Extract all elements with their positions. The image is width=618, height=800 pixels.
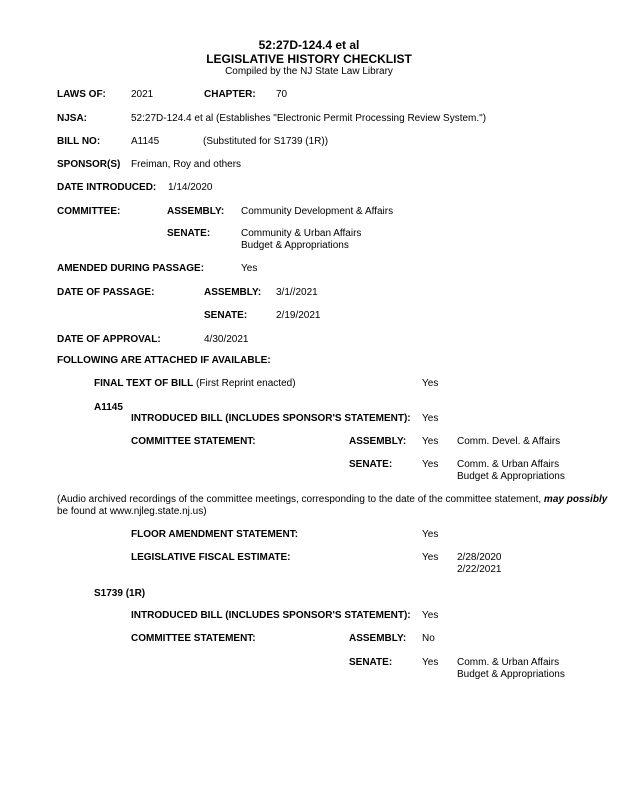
a1145-senate-value: Yes bbox=[422, 459, 439, 470]
njsa-value: 52:27D-124.4 et al (Establishes "Electronic Permit Processing Review System.") bbox=[131, 113, 487, 124]
fiscal-date-1: 2/28/2020 bbox=[457, 552, 502, 563]
amended-value: Yes bbox=[241, 263, 258, 274]
a1145-assembly-value: Yes bbox=[422, 436, 439, 447]
committee-senate-value-1: Community & Urban Affairs bbox=[241, 228, 362, 239]
a1145-assembly-detail: Comm. Devel. & Affairs bbox=[457, 436, 561, 447]
chapter-value: 70 bbox=[276, 89, 288, 100]
passage-senate-value: 2/19/2021 bbox=[276, 310, 321, 321]
audio-note-line-2: be found at www.njleg.state.nj.us) bbox=[57, 506, 207, 517]
sponsor-value: Freiman, Roy and others bbox=[131, 159, 242, 170]
fiscal-date-2: 2/22/2021 bbox=[457, 564, 502, 575]
s1739-assembly-value: No bbox=[422, 633, 435, 644]
s1739-introduced-value: Yes bbox=[422, 610, 439, 621]
amended-label: AMENDED DURING PASSAGE: bbox=[57, 263, 205, 274]
s1739-senate-value: Yes bbox=[422, 657, 439, 668]
committee-label: COMMITTEE: bbox=[57, 206, 121, 217]
date-of-approval-value: 4/30/2021 bbox=[204, 334, 249, 345]
a1145-senate-detail-2: Budget & Appropriations bbox=[457, 471, 565, 482]
final-text-label: FINAL TEXT OF BILL bbox=[94, 378, 194, 389]
committee-assembly-value: Community Development & Affairs bbox=[241, 206, 394, 217]
s1739-committee-label: COMMITTEE STATEMENT: bbox=[131, 633, 256, 644]
a1145-introduced-value: Yes bbox=[422, 413, 439, 424]
citation-heading: 52:27D-124.4 et al bbox=[258, 38, 360, 52]
floor-amendment-value: Yes bbox=[422, 529, 439, 540]
page-title: LEGISLATIVE HISTORY CHECKLIST bbox=[206, 52, 412, 66]
a1145-introduced-label: INTRODUCED BILL (INCLUDES SPONSOR'S STATEMENT): bbox=[131, 413, 411, 424]
floor-amendment-label: FLOOR AMENDMENT STATEMENT: bbox=[131, 529, 299, 540]
s1739-senate-detail-2: Budget & Appropriations bbox=[457, 669, 565, 680]
a1145-heading: A1145 bbox=[94, 402, 123, 413]
s1739-senate-detail-1: Comm. & Urban Affairs bbox=[457, 657, 560, 668]
committee-senate-value-2: Budget & Appropriations bbox=[241, 240, 349, 251]
s1739-introduced-label: INTRODUCED BILL (INCLUDES SPONSOR'S STATEMENT): bbox=[131, 610, 411, 621]
a1145-committee-label: COMMITTEE STATEMENT: bbox=[131, 436, 256, 447]
laws-of-value: 2021 bbox=[131, 89, 154, 100]
bill-no-label: BILL NO: bbox=[57, 136, 101, 147]
date-introduced-label: DATE INTRODUCED: bbox=[57, 182, 157, 193]
chapter-label: CHAPTER: bbox=[204, 89, 256, 100]
date-of-passage-label: DATE OF PASSAGE: bbox=[57, 287, 155, 298]
bill-no-note: (Substituted for S1739 (1R)) bbox=[203, 136, 329, 147]
page-subtitle: Compiled by the NJ State Law Library bbox=[225, 66, 393, 77]
njsa-label: NJSA: bbox=[57, 113, 88, 124]
committee-assembly-label: ASSEMBLY: bbox=[167, 206, 225, 217]
a1145-senate-label: SENATE: bbox=[349, 459, 393, 470]
fiscal-estimate-label: LEGISLATIVE FISCAL ESTIMATE: bbox=[131, 552, 291, 563]
audio-note-emphasis: may possibly bbox=[543, 494, 608, 505]
passage-assembly-value: 3/1//2021 bbox=[276, 287, 318, 298]
a1145-assembly-label: ASSEMBLY: bbox=[349, 436, 407, 447]
date-of-approval-label: DATE OF APPROVAL: bbox=[57, 334, 161, 345]
audio-note-text: (Audio archived recordings of the committee meetings, corresponding to the date of the committee statement, bbox=[57, 494, 544, 505]
final-text-value: Yes bbox=[422, 378, 439, 389]
laws-of-label: LAWS OF: bbox=[57, 89, 106, 100]
final-text-row bbox=[94, 378, 296, 390]
attached-heading: FOLLOWING ARE ATTACHED IF AVAILABLE: bbox=[57, 355, 271, 366]
fiscal-estimate-value: Yes bbox=[422, 552, 439, 563]
s1739-senate-label: SENATE: bbox=[349, 657, 393, 668]
passage-senate-label: SENATE: bbox=[204, 310, 248, 321]
a1145-senate-detail-1: Comm. & Urban Affairs bbox=[457, 459, 560, 470]
s1739-assembly-label: ASSEMBLY: bbox=[349, 633, 407, 644]
s1739-heading: S1739 (1R) bbox=[94, 588, 146, 599]
date-introduced-value: 1/14/2020 bbox=[168, 182, 213, 193]
audio-note-line-1 bbox=[57, 494, 607, 506]
committee-senate-label: SENATE: bbox=[167, 228, 211, 239]
bill-no-value: A1145 bbox=[131, 136, 160, 147]
final-text-note: (First Reprint enacted) bbox=[196, 378, 296, 389]
passage-assembly-label: ASSEMBLY: bbox=[204, 287, 262, 298]
sponsor-label: SPONSOR(S) bbox=[57, 159, 121, 170]
